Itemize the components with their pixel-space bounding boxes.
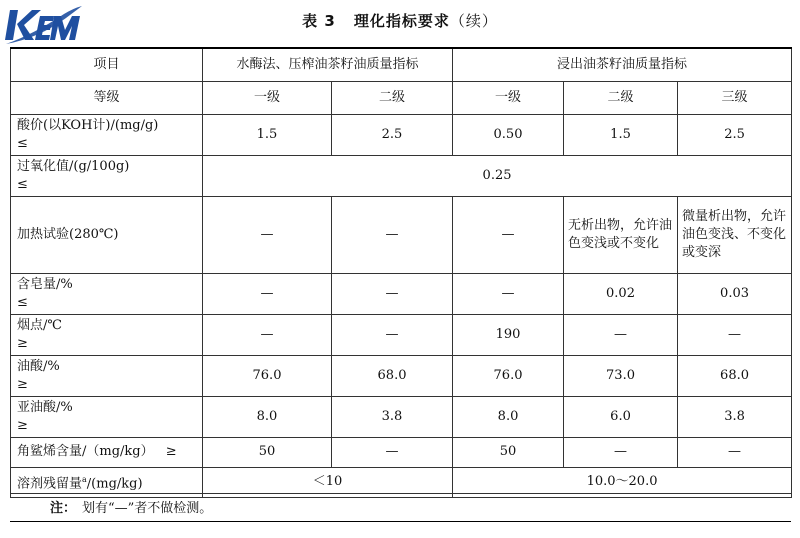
row-label: 加热试验(280℃) [11, 196, 203, 273]
grade-cell: 一级 [203, 81, 332, 114]
value-cell: — [203, 273, 332, 314]
value-cell: 2.5 [332, 114, 453, 155]
value-cell: 76.0 [203, 355, 332, 396]
header-item: 项目 [11, 48, 203, 81]
value-cell: 1.5 [564, 114, 678, 155]
value-cell: — [203, 196, 332, 273]
table-title-suffix: （续） [449, 12, 498, 30]
row-acid-value [11, 114, 792, 155]
row-smoke-point [11, 314, 792, 355]
value-cell: 2.5 [678, 114, 792, 155]
header-row-grades [11, 81, 792, 114]
header-grade: 等级 [11, 81, 203, 114]
row-label: 烟点/℃ ≥ [11, 314, 203, 355]
header-group-pressed: 水酶法、压榨油茶籽油质量指标 [203, 48, 453, 81]
row-label: 过氧化值/(g/100g) ≤ [11, 155, 203, 196]
value-cell: 50 [203, 437, 332, 467]
value-cell: 0.02 [564, 273, 678, 314]
value-cell: ＜10 [203, 467, 453, 497]
value-cell: 微量析出物，允许油色变浅、不变化或变深 [678, 196, 792, 273]
value-cell: 8.0 [453, 396, 564, 437]
value-cell: 3.8 [678, 396, 792, 437]
grade-cell: 二级 [564, 81, 678, 114]
row-label: 角鲨烯含量/（mg/kg） ≥ [11, 437, 203, 467]
table-title [0, 10, 800, 31]
value-cell: 68.0 [332, 355, 453, 396]
grade-cell: 二级 [332, 81, 453, 114]
value-cell: — [332, 314, 453, 355]
value-cell: — [564, 437, 678, 467]
row-squalene [11, 437, 792, 467]
grade-cell: 三级 [678, 81, 792, 114]
header-row-groups [11, 48, 792, 81]
value-cell: 6.0 [564, 396, 678, 437]
row-heating-test [11, 196, 792, 273]
row-label: 亚油酸/% ≥ [11, 396, 203, 437]
row-label: 油酸/% ≥ [11, 355, 203, 396]
row-peroxide-value [11, 155, 792, 196]
row-linoleic-acid [11, 396, 792, 437]
value-cell: — [453, 273, 564, 314]
value-cell: 0.50 [453, 114, 564, 155]
value-cell: 8.0 [203, 396, 332, 437]
header-group-leached: 浸出油茶籽油质量指标 [453, 48, 792, 81]
value-cell: — [332, 273, 453, 314]
value-cell: 68.0 [678, 355, 792, 396]
value-cell: 0.03 [678, 273, 792, 314]
value-cell: 50 [453, 437, 564, 467]
note-prefix: 注： [50, 501, 77, 516]
grade-cell: 一级 [453, 81, 564, 114]
value-cell: 0.25 [203, 155, 792, 196]
value-cell: 190 [453, 314, 564, 355]
value-cell: — [203, 314, 332, 355]
value-cell: 无析出物，允许油色变浅或不变化 [564, 196, 678, 273]
value-cell: — [678, 314, 792, 355]
footnote-marker: a [82, 474, 87, 484]
table-title-main: 理化指标要求 [353, 12, 450, 30]
row-soap-content [11, 273, 792, 314]
table-note [10, 493, 791, 522]
value-cell: — [332, 437, 453, 467]
row-label: 溶剂残留量$^a$/(mg/kg) [11, 467, 203, 497]
value-cell: 1.5 [203, 114, 332, 155]
value-cell: 3.8 [332, 396, 453, 437]
row-label: 含皂量/% ≤ [11, 273, 203, 314]
note-text: 划有“—”者不做检测。 [82, 501, 213, 516]
value-cell: 10.0～20.0 [453, 467, 792, 497]
value-cell: — [564, 314, 678, 355]
spec-table [10, 47, 792, 498]
row-label: 酸价(以KOH计)/(mg/g) ≤ [11, 114, 203, 155]
value-cell: — [332, 196, 453, 273]
value-cell: 76.0 [453, 355, 564, 396]
value-cell: 73.0 [564, 355, 678, 396]
table-number: 表 3 [302, 12, 336, 30]
value-cell: — [678, 437, 792, 467]
value-cell: — [453, 196, 564, 273]
row-oleic-acid [11, 355, 792, 396]
